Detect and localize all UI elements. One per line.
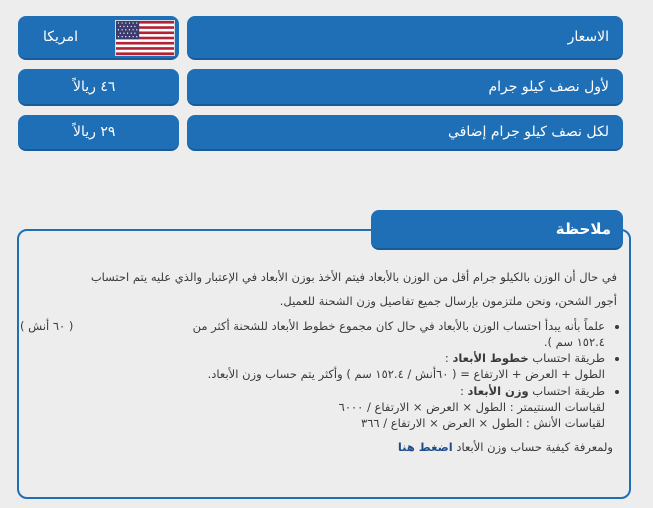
note-bullet-3-prefix: طريقة احتساب [532,384,605,398]
note-bullet-3-line-3: لقياسات الأنش : الطول × العرض × الارتفاع / ٣٦٦ [361,416,605,430]
note-footer-text: ولمعرفة كيفية حساب وزن الأبعاد [456,440,613,454]
additional-half-kilo-price-text: ٢٩ ريالاً [73,124,116,140]
bullet-dot [615,390,619,394]
note-paragraph-2: أجور الشحن، ونحن ملتزمون بإرسال جميع تفاصيل وزن الشحنة للعميل. [279,294,617,308]
note-bullet-2-line-1 [445,351,605,365]
bullet-dot [615,325,619,329]
country-cell [18,16,179,60]
note-paragraph-1: في حال أن الوزن بالكيلو جرام أقل من الوزن بالأبعاد فيتم الأخذ بوزن الأبعاد في الإعتبار والذي عليه يتم احتساب [90,270,617,284]
note-footer [398,440,613,454]
note-bullet-3-suffix: : [459,384,464,398]
note-bullet-1-line-2: ١٥٢.٤ سم ). [543,335,605,349]
note-bullet-3-bold: وزن الأبعاد [467,384,529,398]
prices-header-label [187,16,623,60]
note-bullet-3-line-1 [460,384,605,398]
note-bullet-1-tail: ( ٦٠ أنش ) [20,319,74,333]
first-half-kilo-text: لأول نصف كيلو جرام [488,78,609,95]
additional-half-kilo-price [18,115,179,151]
prices-header-text: الاسعار [567,29,609,45]
note-title [371,210,623,250]
additional-half-kilo-label [187,115,623,151]
note-bullet-1-line-1: علماً بأنه يبدأ احتساب الوزن بالأبعاد في حال كان مجموع خطوط الأبعاد للشحنة أكثر من [192,319,605,333]
note-title-text: ملاحظة [555,220,611,238]
note-bullet-2-line-2: الطول + العرض + الارتفاع = ( ٦٠أنش / ١٥٢.٤ سم ) وأكثر يتم حساب وزن الأبعاد. [207,367,605,381]
note-bullet-3-line-2: لقياسات السنتيمتر : الطول × العرض × الارتفاع / ٦٠٠٠ [338,400,605,414]
bullet-dot [615,357,619,361]
note-bullet-2-prefix: طريقة احتساب [532,351,605,365]
first-half-kilo-price [18,69,179,106]
click-here-link[interactable]: اضغط هنا [397,440,453,454]
note-bullet-2-suffix: : [444,351,449,365]
additional-half-kilo-text: لكل نصف كيلو جرام إضافي [447,124,609,140]
country-name: امريكا [43,29,79,45]
first-half-kilo-label [187,69,623,106]
first-half-kilo-price-text: ٤٦ ريالاً [73,78,116,95]
us-flag-icon [115,20,175,56]
note-bullet-2-bold: خطوط الأبعاد [452,351,529,365]
